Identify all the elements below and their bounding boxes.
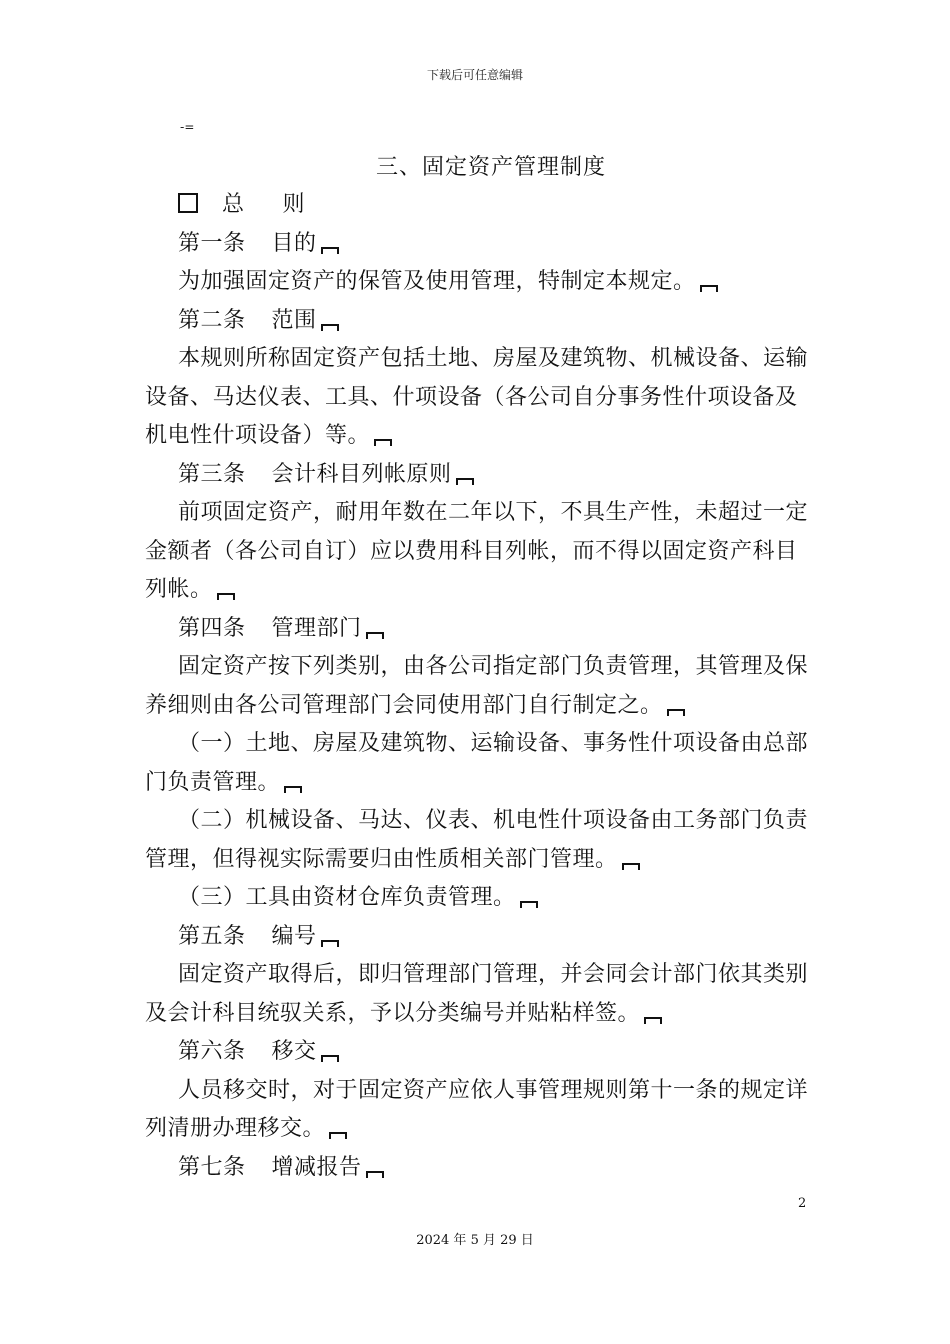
article-paragraph: [145, 956, 810, 1033]
paragraph-mark-icon: [329, 1132, 347, 1139]
article-paragraph: [145, 263, 810, 302]
article-heading: [145, 225, 810, 264]
checkbox-square-icon: [178, 193, 198, 213]
article-number: 第七条: [178, 1154, 246, 1180]
margin-mark: -=: [180, 120, 195, 134]
article-heading: [145, 456, 810, 495]
article-number: 第五条: [178, 923, 246, 949]
paragraph-mark-icon: [321, 1055, 339, 1062]
paragraph-mark-icon: [520, 901, 538, 908]
document-title: 三、固定资产管理制度: [376, 155, 607, 180]
paragraph-mark-icon: [284, 786, 302, 793]
article-heading: [145, 302, 810, 341]
paragraph-text: 人员移交时，对于固定资产应依人事管理规则第十一条的规定详列清册办理移交。: [145, 1077, 809, 1141]
article-number: 第六条: [178, 1039, 246, 1064]
article-name: 管理部门: [271, 615, 362, 641]
article-name: 目的: [271, 230, 317, 256]
section-label-b: 则: [282, 192, 306, 217]
article-name: 范围: [271, 307, 317, 333]
paragraph-mark-icon: [366, 1171, 384, 1178]
article-name: 增减报告: [271, 1154, 362, 1180]
paragraph-text: 为加强固定资产的保管及使用管理，特制定本规定。: [178, 269, 696, 294]
paragraph-text: 固定资产按下列类别，由各公司指定部门负责管理，其管理及保养细则由各公司管理部门会同使用部门自行制定之。: [145, 654, 809, 718]
article-number: 第一条: [178, 230, 246, 256]
article-paragraph: [145, 879, 810, 918]
paragraph-text: （一）土地、房屋及建筑物、运输设备、事务性什项设备由总部门负责管理。: [145, 731, 809, 795]
article-paragraph: [145, 340, 810, 456]
paragraph-text: 前项固定资产，耐用年数在二年以下，不具生产性，未超过一定金额者（各公司自订）应以费用科目列帐，而不得以固定资产科目列帐。: [145, 500, 809, 602]
paragraph-text: 本规则所称固定资产包括土地、房屋及建筑物、机械设备、运输设备、马达仪表、工具、什项设备（各公司自分事务性什项设备及机电性什项设备）等。: [145, 346, 809, 448]
paragraph-mark-icon: [321, 324, 339, 331]
article-heading: [145, 918, 810, 957]
page-header: 下载后可任意编辑: [426, 68, 523, 82]
article-heading: [145, 1149, 810, 1188]
paragraph-mark-icon: [366, 632, 384, 639]
paragraph-mark-icon: [374, 439, 392, 446]
article-number: 第三条: [178, 461, 246, 487]
article-paragraph: [145, 648, 810, 725]
paragraph-mark-icon: [321, 247, 339, 254]
document-body: [145, 186, 810, 1187]
paragraph-mark-icon: [644, 1017, 662, 1024]
article-paragraph: [145, 1072, 810, 1149]
paragraph-mark-icon: [217, 593, 235, 600]
page-number: 2: [798, 1196, 807, 1211]
article-name: 编号: [271, 923, 317, 949]
article-paragraph: [145, 725, 810, 802]
paragraph-mark-icon: [667, 709, 685, 716]
article-paragraph: [145, 494, 810, 610]
paragraph-text: （二）机械设备、马达、仪表、机电性什项设备由工务部门负责管理，但得视实际需要归由性质相关部门管理。: [145, 808, 809, 872]
paragraph-mark-icon: [700, 285, 718, 292]
article-name: 移交: [271, 1039, 317, 1064]
article-number: 第二条: [178, 307, 246, 333]
paragraph-mark-icon: [456, 478, 474, 485]
paragraph-text: 固定资产取得后，即归管理部门管理，并会同会计部门依其类别及会计科目统驭关系，予以分类编号并贴粘样签。: [145, 962, 809, 1026]
section-label-a: 总: [222, 192, 245, 217]
article-paragraph: [145, 802, 810, 879]
article-heading: [145, 1033, 810, 1072]
paragraph-mark-icon: [321, 940, 339, 947]
page-footer-date: 2024 年 5 月 29 日: [416, 1233, 534, 1248]
article-name: 会计科目列帐原则: [271, 461, 452, 487]
section-heading: [145, 186, 810, 225]
paragraph-mark-icon: [622, 863, 640, 870]
paragraph-text: （三）工具由资材仓库负责管理。: [178, 885, 516, 910]
article-number: 第四条: [178, 615, 246, 641]
article-heading: [145, 610, 810, 649]
